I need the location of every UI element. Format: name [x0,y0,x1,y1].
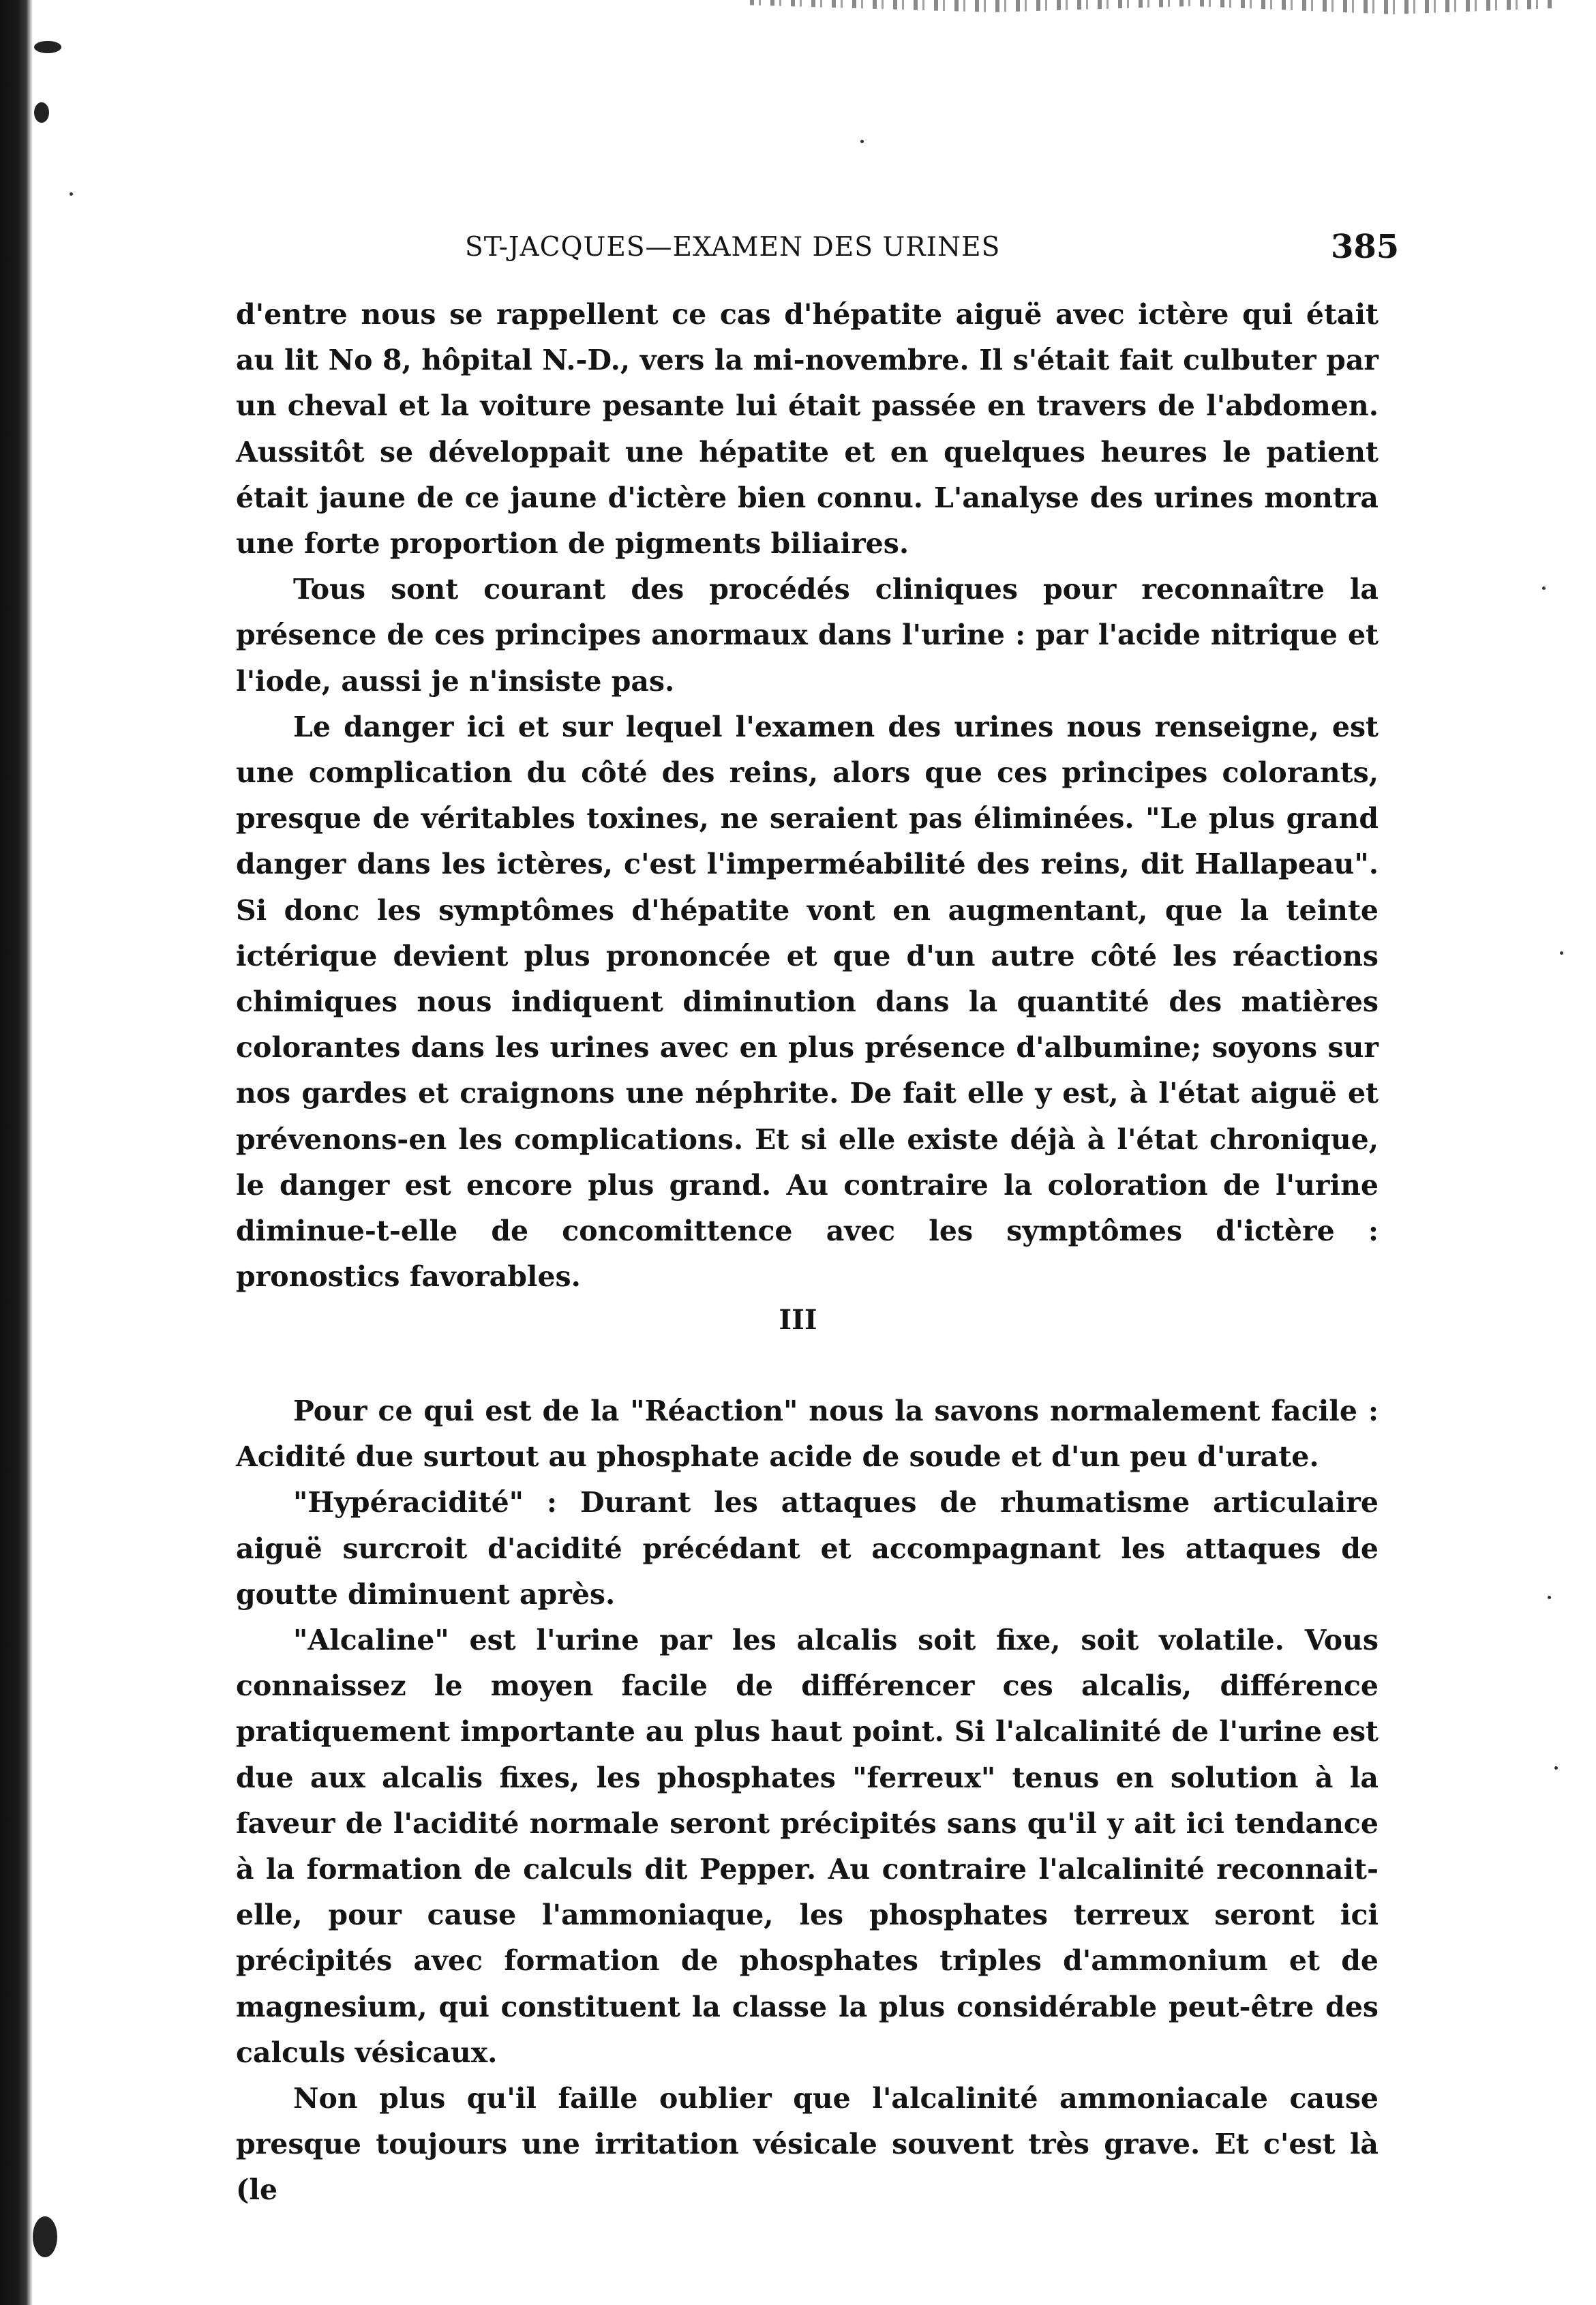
scan-speck [1554,1766,1558,1770]
paragraph: Pour ce qui est de la "Réaction" nous la savons normalement facile : Acidité due surtout au phosphate acide de soude et d'un peu d'urate. [236,1395,1379,1474]
paragraph: "Hypéracidité" : Durant les attaques de rhumatisme articulaire aiguë surcroit d'acidité précédant et accompagnant les attaques de goutte diminuent après. [236,1486,1379,1611]
body-text-section-iii [236,1388,1379,2214]
page-number: 385 [1331,228,1400,266]
section-heading: III [779,1304,817,1336]
paragraph: Tous sont courant des procédés cliniques pour reconnaître la présence de ces principes anormaux dans l'urine : par l'acide nitrique et l'iode, aussi je n'insiste pas. [236,573,1379,698]
scan-speck [860,140,864,143]
paragraph: Non plus qu'il faille oublier que l'alcalinité ammoniacale cause presque toujours une irritation vésicale souvent très grave. Et c'est là (le [236,2082,1379,2207]
scan-binding-shadow [0,0,33,2305]
scan-speck [34,41,61,53]
body-text-before-section [236,292,1379,1300]
scan-speck [70,192,73,196]
scan-top-edge-noise [750,0,1554,20]
paragraph: Le danger ici et sur lequel l'examen des urines nous renseigne, est une complication du côté des reins, alors que ces principes colorants, presque de véritables toxines, ne seraient pas éliminées. "Le plus grand danger dans les ictères, c'est l'imperméabilité des reins, dit Hallapeau". Si donc les symptômes d'hépatite vont en augmentant, que la teinte ictérique devient plus prononcée et que d'un autre côté les réactions chimiques nous indiquent diminution dans la quantité des matières colorantes dans les urines avec en plus présence d'albumine; soyons sur nos gardes et craignons une néphrite. De fait elle y est, à l'état aiguë et prévenons-en les complications. Et si elle existe déjà à l'état chronique, le danger est encore plus grand. Au contraire la coloration de l'urine diminue-t-elle de concomittence avec les symptômes d'ictère : pronostics favorables. [236,710,1379,1294]
running-head-title: ST-JACQUES—EXAMEN DES URINES [465,232,1001,263]
scan-speck [1560,951,1563,955]
paragraph: "Alcaline" est l'urine par les alcalis soit fixe, soit volatile. Vous connaissez le moyen facile de différencer ces alcalis, différence pratiquement importante au plus haut point. Si l'alcalinité de l'urine est due aux alcalis fixes, les phosphates "ferreux" tenus en solution à la faveur de l'acidité normale seront précipités sans qu'il y ait ici tendance à la formation de calculs dit Pepper. Au contraire l'alcalinité reconnait-elle, pour cause l'ammoniaque, les phosphates terreux seront ici précipités avec formation de phosphates triples d'ammonium et de magnesium, qui constituent la classe la plus considérable peut-être des calculs vésicaux. [236,1624,1379,2069]
scan-speck [33,2216,57,2257]
scan-speck [1542,586,1546,590]
scan-speck [34,102,49,123]
scan-speck [1548,1596,1551,1599]
running-head [0,228,1596,273]
paragraph-continued: d'entre nous se rappellent ce cas d'hépatite aiguë avec ictère qui était au lit No 8, hôpital N.-D., vers la mi-novembre. Il s'était fait culbuter par un cheval et la voiture pesante lui était passée en travers de l'abdomen. Aussitôt se développait une hépatite et en quelques heures le patient était jaune de ce jaune d'ictère bien connu. L'analyse des urines montra une forte proportion de pigments biliaires. [236,298,1379,561]
